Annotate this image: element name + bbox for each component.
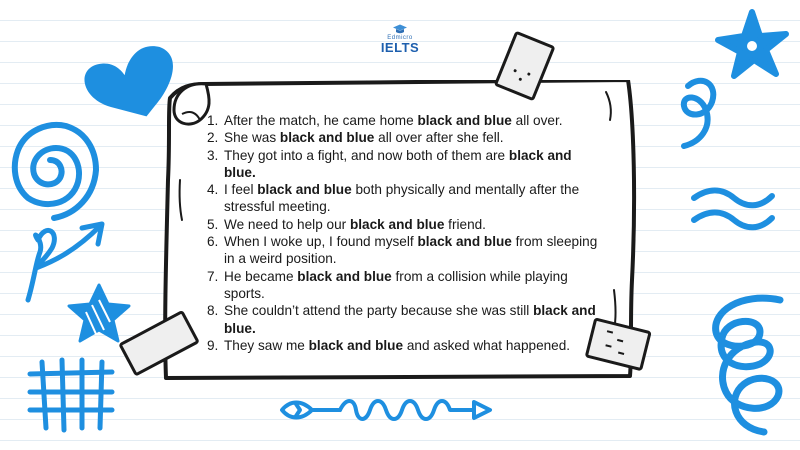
- logo-brand: Edmicro: [387, 35, 413, 41]
- tape-icon: [496, 32, 554, 99]
- sentence-text-before: She couldn’t attend the party because she was still: [224, 303, 534, 319]
- sentence-text-before: We need to help our: [224, 216, 350, 232]
- sentence-number: 4.: [207, 182, 219, 198]
- sentence-number: 8.: [207, 303, 219, 319]
- sentence-number: 7.: [207, 268, 219, 284]
- sentence-text: [224, 302, 607, 337]
- example-sentence-list: [207, 112, 607, 354]
- sentence-item: [207, 147, 607, 182]
- sentence-text-before: They saw me: [224, 337, 309, 353]
- idiom-highlight: black and blue.: [224, 147, 572, 180]
- sentence-item: [207, 337, 607, 354]
- idiom-highlight: black and blue: [349, 216, 445, 232]
- sentence-text-after: both physically and mentally after the stressful meeting.: [224, 182, 580, 215]
- sentence-text-after: friend.: [444, 216, 486, 232]
- sentence-number: 3.: [207, 147, 219, 163]
- sentence-number: 5.: [207, 216, 219, 232]
- idiom-highlight: black and blue.: [224, 303, 596, 336]
- sentence-text: [224, 181, 607, 216]
- sentence-item: [207, 181, 607, 216]
- sentence-text: [224, 129, 607, 146]
- sentence-item: [207, 233, 607, 268]
- sentence-text: [224, 216, 607, 233]
- sentence-text-before: After the match, he came home: [224, 113, 418, 128]
- sentence-text-after: all over after she fell.: [374, 130, 504, 146]
- idiom-highlight: black and blue: [257, 182, 352, 198]
- sentence-text-before: He became: [224, 268, 298, 284]
- idiom-highlight: black and blue: [279, 130, 375, 146]
- sentence-text-after: all over.: [511, 113, 563, 128]
- idiom-highlight: black and blue: [297, 268, 392, 284]
- sentence-item: [207, 216, 607, 233]
- idiom-highlight: black and blue: [417, 113, 512, 128]
- sentence-item: [207, 268, 607, 303]
- sentence-item: [207, 112, 607, 129]
- sentence-text-before: They got into a fight, and now both of them are: [224, 147, 509, 163]
- sentence-text-before: When I woke up, I found myself: [224, 234, 418, 250]
- sentence-text-after: from a collision while playing sports.: [224, 268, 568, 301]
- idiom-highlight: black and blue: [417, 234, 512, 250]
- sentence-item: [207, 302, 607, 337]
- sentence-item: [207, 129, 607, 146]
- sentence-text-after: from sleeping in a weird position.: [224, 234, 598, 267]
- tape-icon: [120, 312, 198, 375]
- sentence-text: [224, 233, 607, 268]
- sentence-number: 2.: [207, 130, 219, 146]
- sentence-text: [224, 337, 607, 354]
- sentence-text-before: She was: [224, 130, 280, 146]
- sentence-number: 6.: [207, 234, 219, 250]
- sentence-text: [224, 147, 607, 182]
- sentence-number: 1.: [207, 113, 219, 128]
- sentence-number: 9.: [207, 337, 219, 353]
- idiom-highlight: black and blue: [308, 337, 404, 353]
- sentence-text-before: I feel: [224, 182, 258, 198]
- logo-title: IELTS: [380, 40, 420, 55]
- sentence-text: [224, 112, 607, 129]
- sentence-text-after: and asked what happened.: [403, 337, 571, 353]
- sentence-text: [224, 268, 607, 303]
